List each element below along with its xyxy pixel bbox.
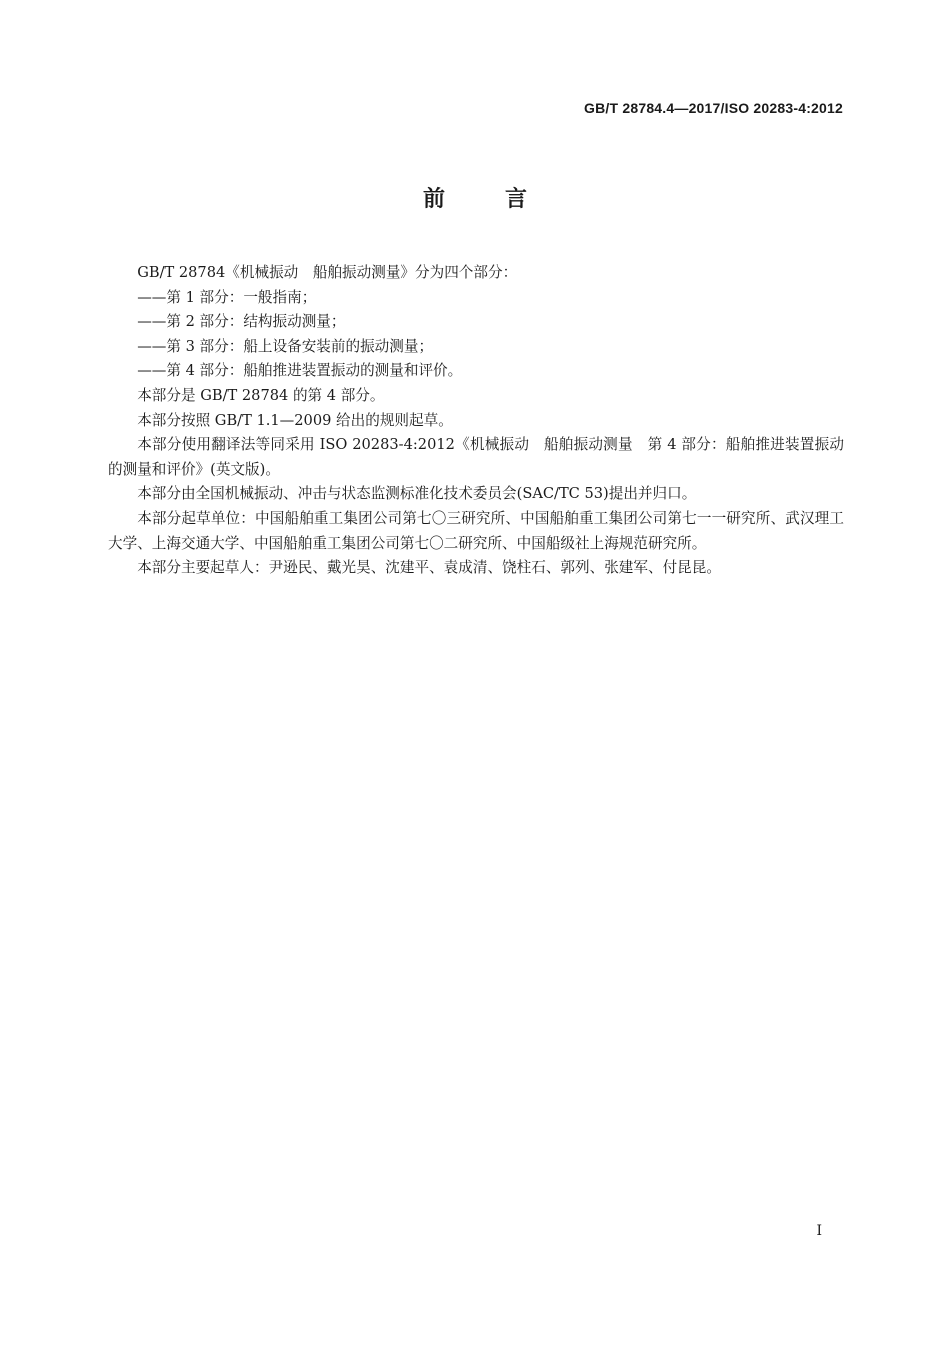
list-item-part-3: ——第 3 部分：船上设备安装前的振动测量； bbox=[137, 337, 434, 355]
standard-code-header: GB/T 28784.4—2017/ISO 20283-4:2012 bbox=[584, 100, 843, 116]
title-part-2: 言 bbox=[505, 187, 528, 212]
paragraph-drafting-units: 本部分起草单位：中国船舶重工集团公司第七〇三研究所、中国船舶重工集团公司第七一一研究所、武汉理工大学、上海交通大学、中国船舶重工集团公司第七〇二研究所、中国船级社上海规范研究所。 bbox=[108, 509, 844, 552]
list-item-part-2: ——第 2 部分：结构振动测量； bbox=[137, 313, 346, 331]
paragraph-drafters: 本部分主要起草人：尹逊民、戴光昊、沈建平、袁成清、饶柱石、郭列、张建军、付昆昆。 bbox=[137, 559, 721, 577]
paragraph-intro: GB/T 28784《机械振动 船舶振动测量》分为四个部分： bbox=[137, 264, 518, 281]
document-body bbox=[108, 261, 844, 581]
paragraph-proposer: 本部分由全国机械振动、冲击与状态监测标准化技术委员会(SAC/TC 53)提出并归口。 bbox=[137, 485, 697, 503]
page-number: I bbox=[816, 1223, 822, 1239]
page-title bbox=[0, 182, 950, 213]
list-item-part-4: ——第 4 部分：船舶推进装置振动的测量和评价。 bbox=[137, 362, 463, 380]
paragraph-drafting-rules: 本部分按照 GB/T 1.1—2009 给出的规则起草。 bbox=[137, 411, 453, 429]
list-item-part-1: ——第 1 部分：一般指南； bbox=[137, 288, 317, 306]
paragraph-part-statement: 本部分是 GB/T 28784 的第 4 部分。 bbox=[137, 386, 385, 404]
paragraph-adoption: 本部分使用翻译法等同采用 ISO 20283-4:2012《机械振动 船舶振动测量 第 4 部分：船舶推进装置振动的测量和评价》(英文版)。 bbox=[108, 436, 844, 478]
title-part-1: 前 bbox=[422, 187, 445, 212]
